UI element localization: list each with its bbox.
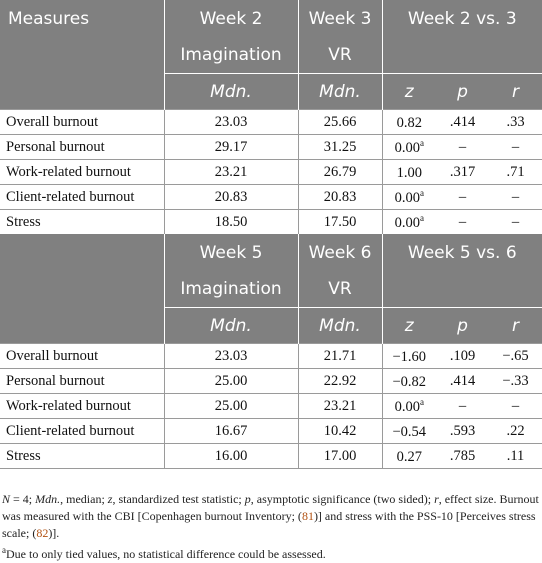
header-condition-a: Imagination <box>164 271 298 308</box>
median-b: 17.50 <box>298 210 382 235</box>
r-value: – <box>489 210 542 235</box>
header-mdn-a: Mdn. <box>164 308 298 344</box>
header-week-b: Week 6 <box>298 234 382 271</box>
header-row-stats-2 <box>0 308 542 344</box>
table-row <box>0 210 542 235</box>
median-a: 29.17 <box>164 135 298 160</box>
median-b: 10.42 <box>298 419 382 444</box>
header-p: p <box>436 74 489 110</box>
median-a: 16.00 <box>164 444 298 469</box>
header-z: z <box>382 308 436 344</box>
p-value: .414 <box>436 110 489 135</box>
z-value: 0.00$^a$ <box>382 185 436 210</box>
median-a: 23.21 <box>164 160 298 185</box>
header-condition-a: Imagination <box>164 37 298 74</box>
z-value: −1.60 <box>382 344 436 369</box>
table-row <box>0 185 542 210</box>
p-value: .109 <box>436 344 489 369</box>
median-a: 18.50 <box>164 210 298 235</box>
header-week-a: Week 5 <box>164 234 298 271</box>
p-value: .317 <box>436 160 489 185</box>
median-b: 20.83 <box>298 185 382 210</box>
header-week-a: Week 2 <box>164 0 298 37</box>
table-note: N = 4; Mdn., median; z, standardized test statistic; p, asymptotic significance (two sided); r, effect size. Burnout was measured with the CBI [Copenhagen burnout Inventory; (81)] and stress with the PSS-10 [Perceives stress scale; (82)]. <box>2 492 539 540</box>
measure-name: Personal burnout <box>0 135 164 160</box>
median-a: 16.67 <box>164 419 298 444</box>
r-value: .71 <box>489 160 542 185</box>
p-value: – <box>436 185 489 210</box>
header-week-b: Week 3 <box>298 0 382 37</box>
header-condition-b: VR <box>298 271 382 308</box>
z-value: 0.00$^a$ <box>382 135 436 160</box>
p-value: .414 <box>436 369 489 394</box>
header-comparison: Week 2 vs. 3 <box>382 0 542 37</box>
measure-name: Overall burnout <box>0 344 164 369</box>
median-b: 22.92 <box>298 369 382 394</box>
header-comparison: Week 5 vs. 6 <box>382 234 542 271</box>
z-value: 1.00 <box>382 160 436 185</box>
measure-name: Personal burnout <box>0 369 164 394</box>
p-value: – <box>436 135 489 160</box>
p-value: – <box>436 210 489 235</box>
table-row <box>0 135 542 160</box>
table-footnote: $^a$Due to only tied values, no statistical difference could be assessed. <box>2 545 326 561</box>
table-row <box>0 394 542 419</box>
r-value: – <box>489 135 542 160</box>
r-value: −.65 <box>489 344 542 369</box>
measure-name: Client-related burnout <box>0 185 164 210</box>
p-value: .785 <box>436 444 489 469</box>
median-a: 25.00 <box>164 369 298 394</box>
r-value: – <box>489 185 542 210</box>
table-row <box>0 369 542 394</box>
z-value: −0.82 <box>382 369 436 394</box>
z-value: 0.27 <box>382 444 436 469</box>
header-row-stats <box>0 74 542 110</box>
header-r: r <box>489 74 542 110</box>
header-row-weeks <box>0 0 542 37</box>
measure-name: Stress <box>0 444 164 469</box>
r-value: – <box>489 394 542 419</box>
z-value: −0.54 <box>382 419 436 444</box>
header-row-weeks-2 <box>0 234 542 271</box>
table-row <box>0 344 542 369</box>
header-row-conditions-2 <box>0 271 542 308</box>
header-z: z <box>382 74 436 110</box>
median-b: 25.66 <box>298 110 382 135</box>
r-value: .11 <box>489 444 542 469</box>
measure-name: Stress <box>0 210 164 235</box>
p-value: – <box>436 394 489 419</box>
median-a: 23.03 <box>164 344 298 369</box>
z-value: 0.00$^a$ <box>382 210 436 235</box>
median-b: 31.25 <box>298 135 382 160</box>
measure-name: Overall burnout <box>0 110 164 135</box>
measure-name: Client-related burnout <box>0 419 164 444</box>
z-value: 0.00$^a$ <box>382 394 436 419</box>
reference-link[interactable]: 82 <box>36 526 49 540</box>
r-value: .22 <box>489 419 542 444</box>
table-row <box>0 444 542 469</box>
header-mdn-b: Mdn. <box>298 308 382 344</box>
median-b: 23.21 <box>298 394 382 419</box>
median-b: 26.79 <box>298 160 382 185</box>
median-a: 20.83 <box>164 185 298 210</box>
header-row-conditions <box>0 37 542 74</box>
header-measures: Measures <box>0 0 164 37</box>
median-b: 21.71 <box>298 344 382 369</box>
header-condition-b: VR <box>298 37 382 74</box>
table-row <box>0 419 542 444</box>
table-notes <box>2 491 540 563</box>
measure-name: Work-related burnout <box>0 160 164 185</box>
reference-link[interactable]: 81 <box>301 509 314 523</box>
median-a: 23.03 <box>164 110 298 135</box>
r-value: .33 <box>489 110 542 135</box>
header-p: p <box>436 308 489 344</box>
p-value: .593 <box>436 419 489 444</box>
header-r: r <box>489 308 542 344</box>
median-a: 25.00 <box>164 394 298 419</box>
z-value: 0.82 <box>382 110 436 135</box>
median-b: 17.00 <box>298 444 382 469</box>
r-value: −.33 <box>489 369 542 394</box>
table-row <box>0 110 542 135</box>
measure-name: Work-related burnout <box>0 394 164 419</box>
table-row <box>0 160 542 185</box>
header-mdn-b: Mdn. <box>298 74 382 110</box>
header-mdn-a: Mdn. <box>164 74 298 110</box>
